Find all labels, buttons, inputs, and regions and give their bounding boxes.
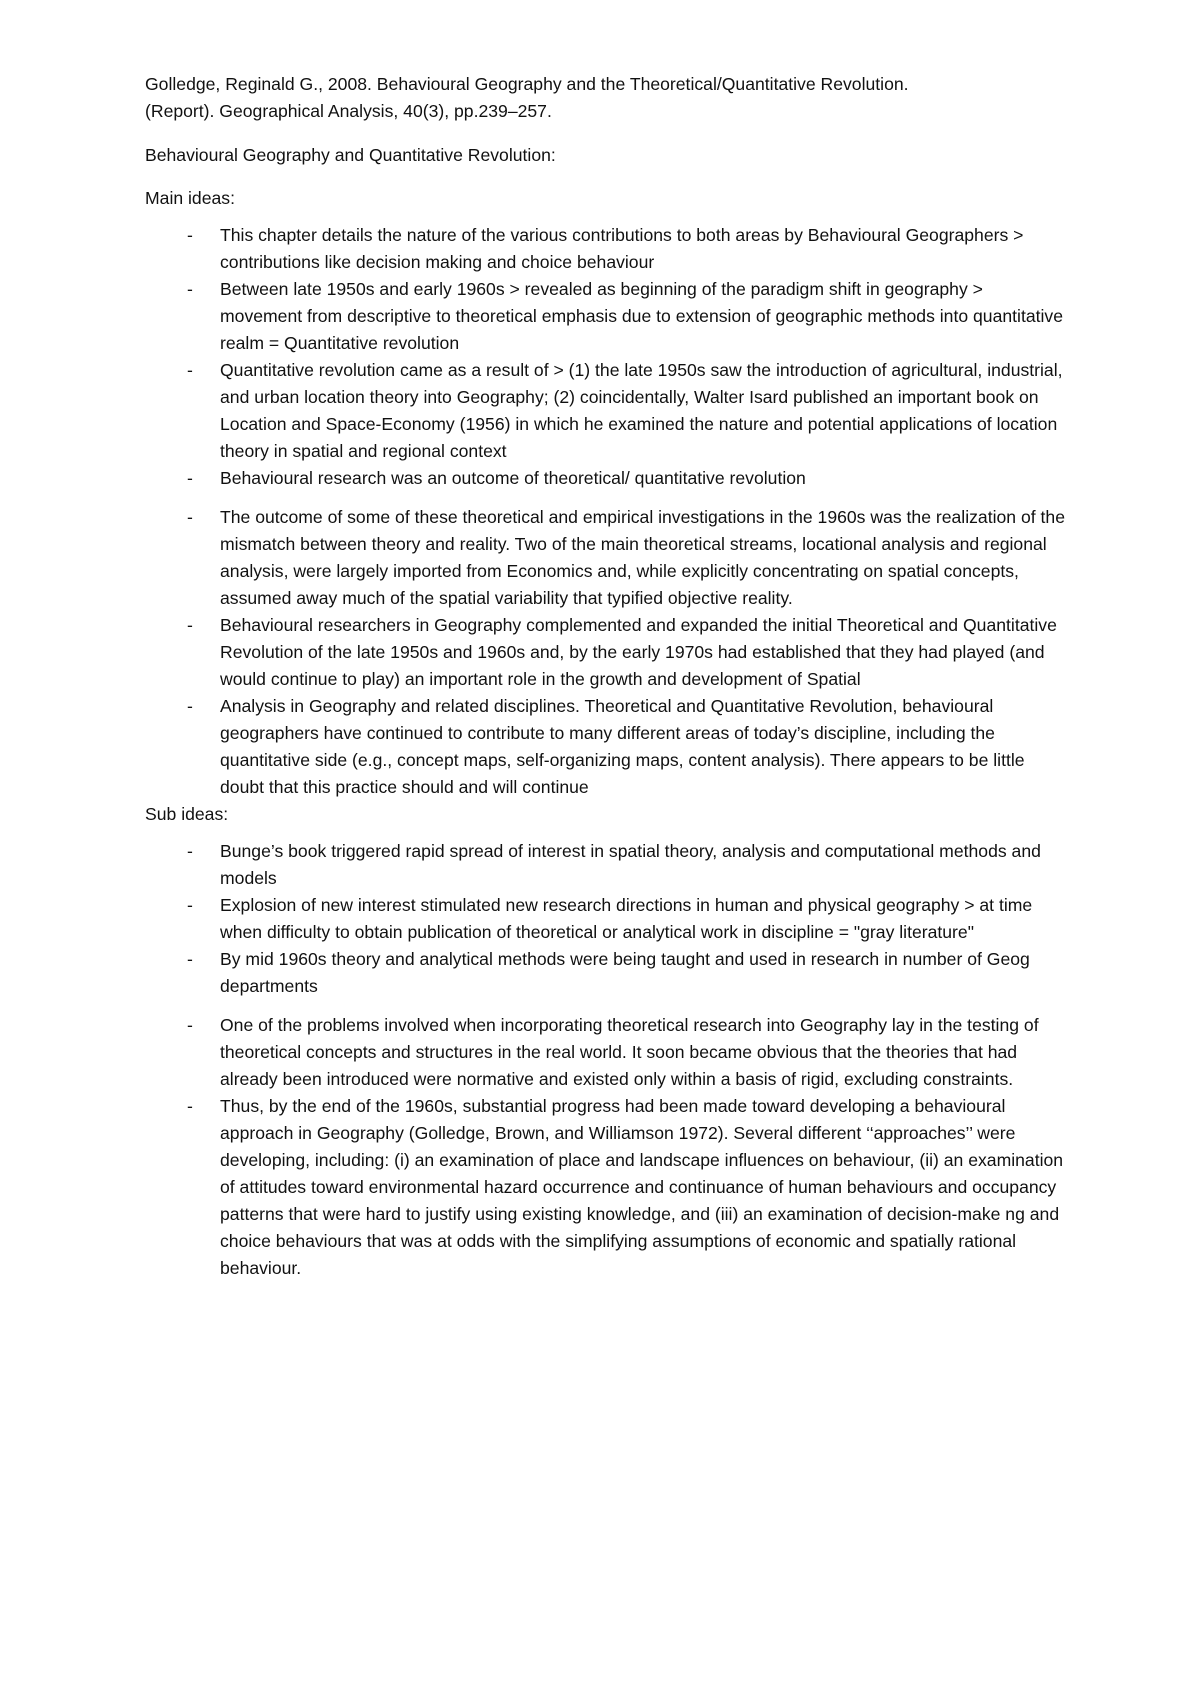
list-item: - Thus, by the end of the 1960s, substantial progress had been made toward developing a behavioural approach in Geography (Golledge, Brown, and Williamson 1972). Several different ‘‘approaches’’ were developing, including: (i) an examination of place and landscape influences on behaviour, (ii) an examination of attitudes toward environmental hazard occurrence and continuance of human behaviours and occupancy patterns that were hard to justify using existing knowledge, and (iii) an examination of decision-make ng and choice behaviours that was at odds with the simplifying assumptions of economic and spatially rational behaviour. [145, 1093, 1065, 1282]
main-ideas-list [145, 222, 1065, 801]
citation-line-2: (Report). Geographical Analysis, 40(3), pp.239–257. [145, 101, 552, 121]
list-item: - The outcome of some of these theoretical and empirical investigations in the 1960s was the realization of the mismatch between theory and reality. Two of the main theoretical streams, locational analysis and regional analysis, were largely imported from Economics and, while explicitly concentrating on spatial concepts, assumed away much of the spatial variability that typified objective reality. [145, 504, 1065, 612]
section-title: Behavioural Geography and Quantitative Revolution: [145, 145, 556, 165]
list-item: - Behavioural researchers in Geography complemented and expanded the initial Theoretical and Quantitative Revolution of the late 1950s and 1960s and, by the early 1970s had established that they had played (and would continue to play) an important role in the growth and development of Spatial [145, 612, 1065, 693]
citation [145, 71, 1065, 125]
citation-line-1: Golledge, Reginald G., 2008. Behavioural Geography and the Theoretical/Quantitative Revolution. [145, 74, 909, 94]
list-item: - Between late 1950s and early 1960s > revealed as beginning of the paradigm shift in geography > movement from descriptive to theoretical emphasis due to extension of geographic methods into quantitative realm = Quantitative revolution [145, 276, 1065, 357]
sub-ideas-label: Sub ideas: [145, 804, 229, 824]
list-item: - Explosion of new interest stimulated new research directions in human and physical geography > at time when difficulty to obtain publication of theoretical or analytical work in discipline = "gray literature" [145, 892, 1065, 946]
document-body [145, 71, 1065, 1282]
list-item: - Behavioural research was an outcome of theoretical/ quantitative revolution [145, 465, 1065, 492]
list-item: - Bunge’s book triggered rapid spread of interest in spatial theory, analysis and computational methods and models [145, 838, 1065, 892]
list-item: - By mid 1960s theory and analytical methods were being taught and used in research in number of Geog departments [145, 946, 1065, 1000]
list-item: - This chapter details the nature of the various contributions to both areas by Behavioural Geographers > contributions like decision making and choice behaviour [145, 222, 1065, 276]
list-item: - One of the problems involved when incorporating theoretical research into Geography lay in the testing of theoretical concepts and structures in the real world. It soon became obvious that the theories that had already been introduced were normative and existed only within a basis of rigid, excluding constraints. [145, 1012, 1065, 1093]
list-item: - Quantitative revolution came as a result of > (1) the late 1950s saw the introduction of agricultural, industrial, and urban location theory into Geography; (2) coincidentally, Walter Isard published an important book on Location and Space-Economy (1956) in which he examined the nature and potential applications of location theory in spatial and regional context [145, 357, 1065, 465]
list-item: - Analysis in Geography and related disciplines. Theoretical and Quantitative Revolution, behavioural geographers have continued to contribute to many different areas of today’s discipline, including the quantitative side (e.g., concept maps, self-organizing maps, content analysis). There appears to be little doubt that this practice should and will continue [145, 693, 1065, 801]
main-ideas-label: Main ideas: [145, 188, 235, 208]
sub-ideas-list [145, 838, 1065, 1282]
